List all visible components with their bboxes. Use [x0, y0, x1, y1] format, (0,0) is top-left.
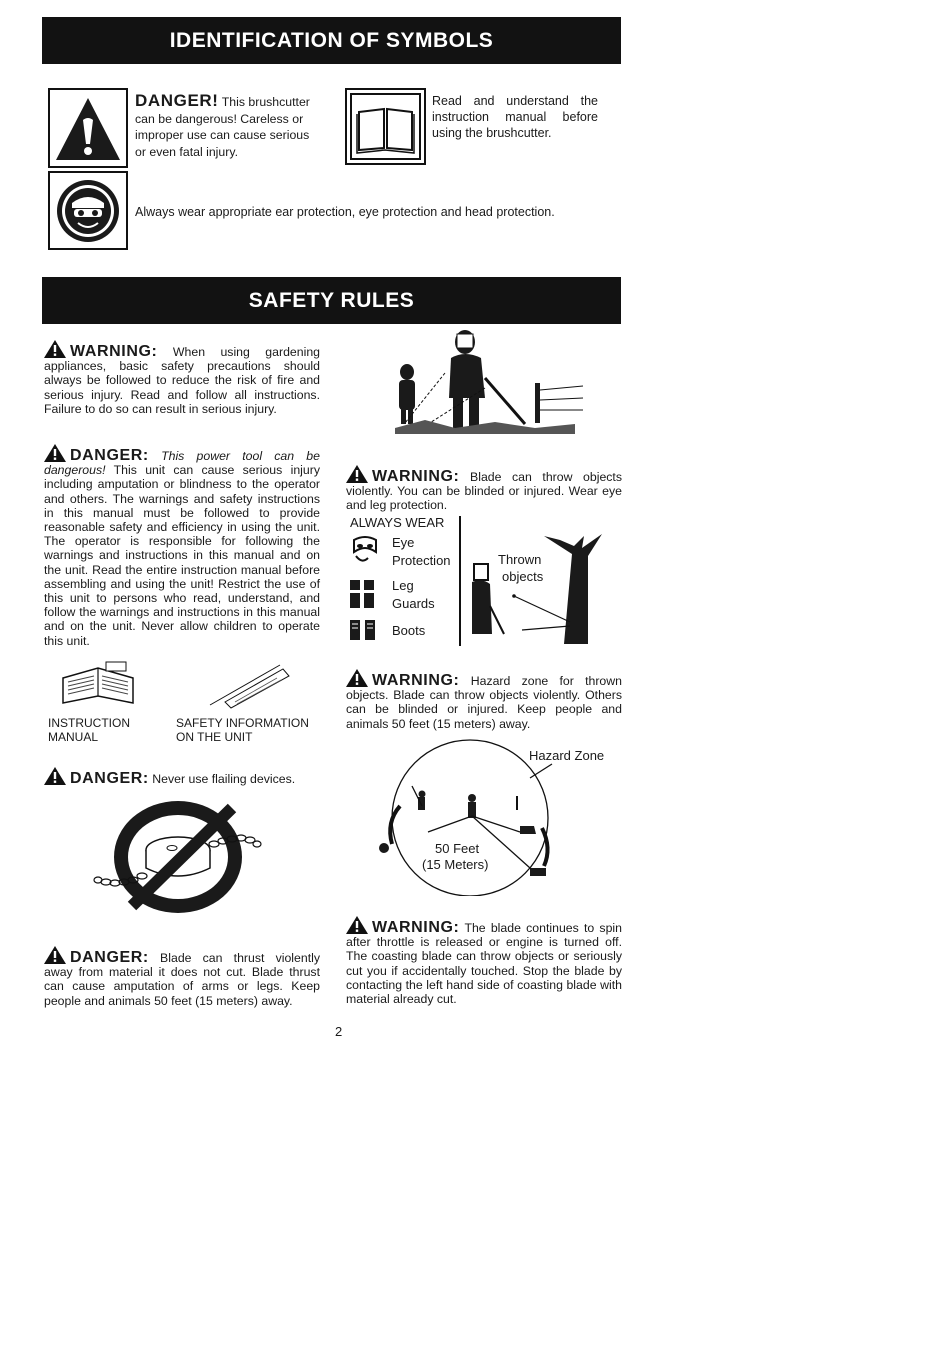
- caption-manual-line-1: INSTRUCTION: [48, 716, 130, 730]
- caption-info-line-1: SAFETY INFORMATION: [176, 716, 309, 730]
- danger-power-tool-italic: This power tool can be dangerous!: [44, 449, 320, 478]
- no-flailing-device-illustration: [92, 798, 264, 916]
- leg-guards-icon: [348, 578, 378, 610]
- danger-description: This brushcutter can be dangerous! Careless or improper use can cause serious or even fatal injury.: [135, 95, 310, 159]
- warning-alert-icon: [346, 916, 368, 934]
- danger-power-tool-word: DANGER:: [70, 447, 149, 464]
- leg-guards-label-2: Guards: [392, 596, 435, 611]
- warning-throw-objects-word: WARNING:: [372, 468, 460, 485]
- head-protection-icon: [50, 173, 126, 248]
- danger-flailing-block: [44, 767, 334, 786]
- protection-symbol-box: [48, 171, 128, 250]
- danger-triangle-icon: [50, 90, 126, 166]
- danger-flailing-word: DANGER:: [70, 770, 149, 787]
- danger-symbol-text: [135, 93, 321, 160]
- operator-brushcutter-illustration: [385, 328, 585, 442]
- warning-general-text: When using gardening appliances, basic safety precautions should always be followed to reduce the risk of fire and serious injury. Read and follow all instructions. Failure to do so can result in serious injury.: [44, 345, 320, 416]
- danger-alert-icon: [44, 946, 66, 964]
- danger-blade-thrust-block: [44, 946, 320, 1008]
- danger-symbol-box: [48, 88, 128, 168]
- caption-manual-line-2: MANUAL: [48, 730, 99, 744]
- safety-label-illustration: [205, 660, 295, 710]
- danger-word: DANGER!: [135, 91, 219, 110]
- danger-power-tool-text: This unit can cause serious injury including amputation or blindness to the operator and others. The warnings and safety instructions in this manual must be followed to provide reasonable safety and efficiency in using the unit. The operator is responsible for following the warnings and instructions in this manual and on the unit. Read the entire instruction manual before assembling and using the unit! Restrict the use of this unit to persons who read, understand, and follow the warnings and instructions in this manual and on the unit. Never allow children to operate this unit.: [44, 463, 320, 648]
- page-number: 2: [335, 1024, 343, 1039]
- leg-guards-label-1: Leg: [392, 578, 414, 593]
- eye-protection-label-1: Eye: [392, 535, 415, 550]
- thrown-objects-label-2: objects: [502, 569, 544, 584]
- caption-instruction-manual: [48, 716, 130, 744]
- warning-coasting-blade-word: WARNING:: [372, 919, 460, 936]
- warning-alert-icon: [346, 465, 368, 483]
- danger-power-tool-block: [44, 444, 320, 648]
- always-wear-label: ALWAYS WEAR: [350, 515, 445, 530]
- open-book-icon: [347, 90, 424, 163]
- warning-coasting-blade-block: [346, 916, 622, 1006]
- danger-alert-icon: [44, 767, 66, 785]
- hazard-zone-label: Hazard Zone: [529, 748, 605, 763]
- caption-info-line-2: ON THE UNIT: [176, 730, 253, 744]
- warning-alert-icon: [44, 340, 66, 358]
- danger-flailing-text: Never use flailing devices.: [152, 772, 296, 786]
- danger-blade-thrust-text: Blade can thrust violently away from material it does not cut. Blade thrust can cause amputation of arms or legs. Keep people and animals 50 feet (15 meters) away.: [44, 951, 320, 1008]
- warning-throw-objects-block: [346, 465, 622, 513]
- warning-hazard-zone-text: Hazard zone for thrown objects. Blade can throw objects violently. Others can be blinded or injured. Keep people and animals 50 feet (15 meters) away.: [346, 674, 622, 731]
- thrown-objects-illustration: [464, 534, 612, 646]
- boots-label: Boots: [392, 623, 426, 638]
- boots-icon: [348, 618, 380, 642]
- warning-general-block: [44, 340, 320, 416]
- warning-throw-objects-text: Blade can throw objects violently. You can be blinded or injured. Wear eye and leg protection.: [346, 470, 622, 513]
- caption-safety-information: [176, 716, 309, 744]
- safety-rules-banner: SAFETY RULES: [42, 277, 621, 324]
- protection-symbol-text: Always wear appropriate ear protection, eye protection and head protection.: [135, 205, 555, 219]
- symbols-banner: IDENTIFICATION OF SYMBOLS: [42, 17, 621, 64]
- fifteen-meters-label: (15 Meters): [422, 857, 489, 872]
- warning-hazard-zone-word: WARNING:: [372, 672, 460, 689]
- danger-blade-thrust-word: DANGER:: [70, 949, 149, 966]
- manual-symbol-text: Read and understand the instruction manual before using the brushcutter.: [432, 94, 598, 140]
- danger-alert-icon: [44, 444, 66, 462]
- eye-protection-icon: [348, 534, 382, 568]
- warning-hazard-zone-block: [346, 669, 622, 731]
- instruction-manual-illustration: [58, 658, 138, 708]
- warning-general-word: WARNING:: [70, 343, 158, 360]
- fifty-feet-label: 50 Feet: [435, 841, 480, 856]
- always-wear-divider: [459, 516, 461, 646]
- manual-symbol-box: [345, 88, 426, 165]
- warning-coasting-blade-text: The blade continues to spin after throttle is released or engine is turned off. The coasting blade can throw objects or seriously cut you if accidentally touched. Stop the blade by contacting the left hand side of coasting blade with material already cut.: [346, 921, 622, 1007]
- thrown-objects-label-1: Thrown: [498, 552, 542, 567]
- warning-alert-icon: [346, 669, 368, 687]
- eye-protection-label-2: Protection: [392, 553, 451, 568]
